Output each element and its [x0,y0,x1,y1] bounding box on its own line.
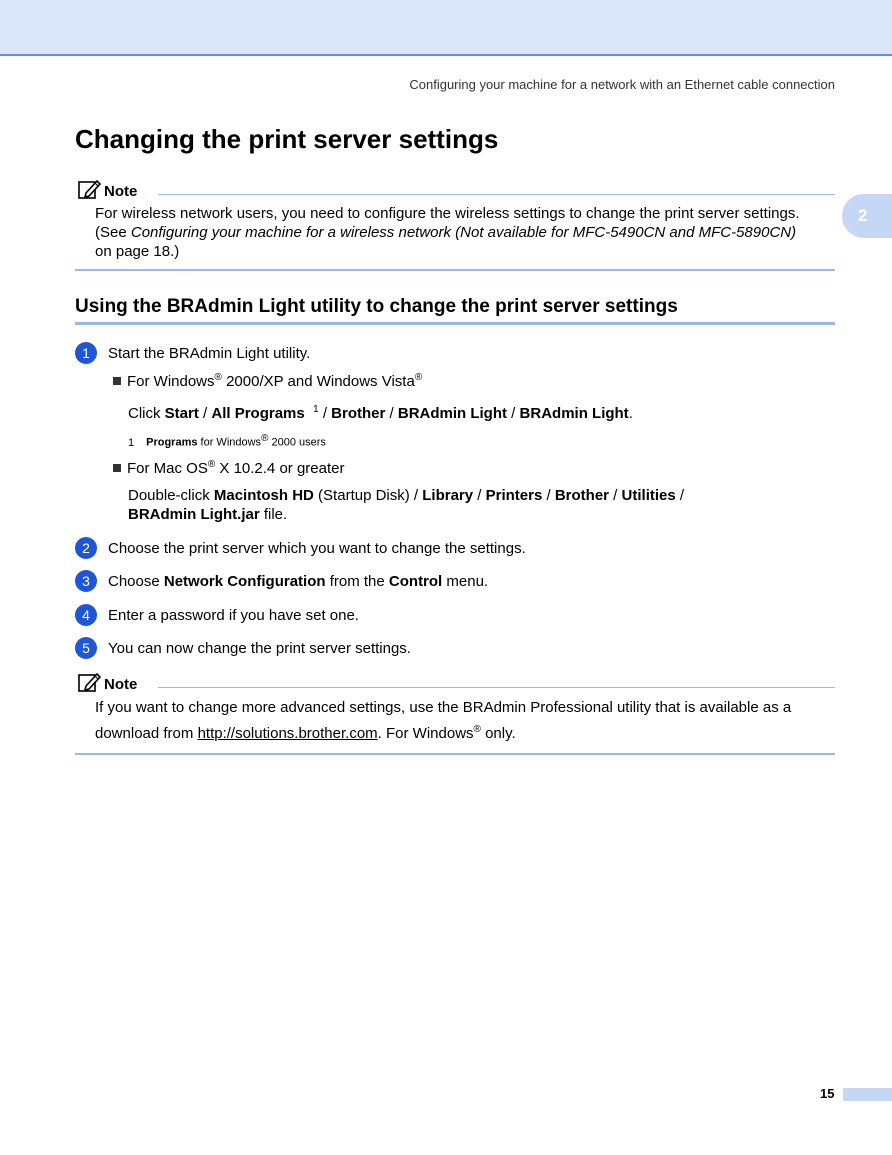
footnote-reference: 1 [313,404,319,415]
note-text-part: download from [95,725,198,742]
period: . [628,405,633,422]
bullet-text: X 10.2.4 or greater [215,460,345,477]
bullet-text: 2000/XP and Windows Vista [221,373,415,390]
note-text-line: For wireless network users, you need to configure the wireless settings to change the print server settings. [95,205,800,222]
path-separator: / [609,487,622,504]
step-number-badge: 1 [75,342,97,364]
footnote-text: for Windows [197,436,262,449]
note-text-prefix: (See [95,224,131,241]
note-label: Note [104,676,138,693]
note-rule [158,194,835,195]
path-separator: / [385,405,398,422]
path-separator: / [318,405,332,422]
path-library: Library [422,487,474,504]
step-number-badge: 2 [75,537,97,559]
path-bradmin-jar: BRAdmin Light.jar [128,506,260,523]
footnote-number: 1 [128,436,135,449]
note-text-line [95,719,835,745]
bullet-text: For Mac OS [127,460,208,477]
step-text: Enter a password if you have set one. [108,606,359,624]
square-bullet-icon [113,377,121,385]
menu-path-bradmin-app: BRAdmin Light [519,405,629,422]
page-number-bar [843,1088,892,1101]
note-text-line [95,223,835,242]
registered-mark: ® [207,459,216,470]
menu-path-all-programs: All Programs [211,405,305,422]
step-number-badge: 3 [75,570,97,592]
square-bullet-icon [113,464,121,472]
note-body [95,697,835,753]
note-pencil-icon [77,178,103,200]
registered-mark: ® [414,372,423,383]
step-text: You can now change the print server settings. [108,639,411,657]
page-number: 15 [820,1086,835,1101]
note-text-part: . For Windows [377,725,474,742]
control-menu-label: Control [388,572,443,590]
brother-solutions-link[interactable]: http://solutions.brother.com [197,725,378,742]
note-box-wireless [75,178,835,271]
step-1 [75,342,310,364]
note-body [95,204,835,269]
path-printers: Printers [485,487,543,504]
running-header: Configuring your machine for a network with an Ethernet cable connection [409,77,835,92]
path-separator: / [473,487,486,504]
step-text-part: from the [325,572,389,590]
instruction-text: Double-click [128,487,214,504]
registered-mark: ® [214,372,222,383]
step-text-part: Choose [108,572,164,590]
menu-path-start: Start [164,405,199,422]
step-2 [75,537,526,559]
section-title: Using the BRAdmin Light utility to change the print server settings [75,296,835,325]
step-text: Choose the print server which you want to change the settings. [108,539,526,557]
instruction-text: file. [259,506,288,523]
note-header [75,178,835,204]
note-label: Note [104,183,138,200]
step-text: Start the BRAdmin Light utility. [108,344,311,362]
mac-instruction-line-1 [128,487,684,504]
step-5 [75,637,411,659]
windows-instruction [128,404,633,422]
footnote-text: 2000 users [268,436,326,449]
path-brother: Brother [554,487,610,504]
bullet-text: For Windows [127,373,215,390]
note-cross-reference: Configuring your machine for a wireless network (Not available for MFC-5490CN and MFC-5890CN) [130,224,797,241]
note-header [75,671,835,697]
chapter-tab: 2 [842,194,892,238]
footnote [128,433,326,449]
registered-mark: ® [261,433,269,444]
instruction-text: Click [128,405,165,422]
note-pencil-icon [77,671,103,693]
step-3 [75,570,488,592]
note-text-part: only. [480,725,516,742]
note-text-line: If you want to change more advanced settings, use the BRAdmin Professional utility that is available as a [95,699,792,716]
note-text-line: on page 18.) [95,243,180,260]
path-separator: / [507,405,520,422]
step-text-part: menu. [442,572,489,590]
mac-instruction-line-2 [128,506,287,523]
network-configuration-label: Network Configuration [163,572,326,590]
step-text [108,573,488,590]
registered-mark: ® [473,724,481,735]
step-number-badge: 4 [75,604,97,626]
top-header-band [0,0,892,56]
instruction-text: (Startup Disk) / [313,487,423,504]
note-rule [158,687,835,688]
menu-path-brother: Brother [331,405,386,422]
page-title: Changing the print server settings [75,124,499,154]
path-separator: / [675,487,685,504]
menu-path-bradmin-folder: BRAdmin Light [397,405,508,422]
path-separator: / [198,405,212,422]
note-box-advanced [75,671,835,755]
bullet-mac [113,459,344,477]
path-separator: / [542,487,555,504]
bullet-windows [113,372,422,390]
path-utilities: Utilities [621,487,676,504]
path-macintosh-hd: Macintosh HD [213,487,314,504]
footnote-bold: Programs [146,436,198,449]
step-number-badge: 5 [75,637,97,659]
step-4 [75,604,359,626]
